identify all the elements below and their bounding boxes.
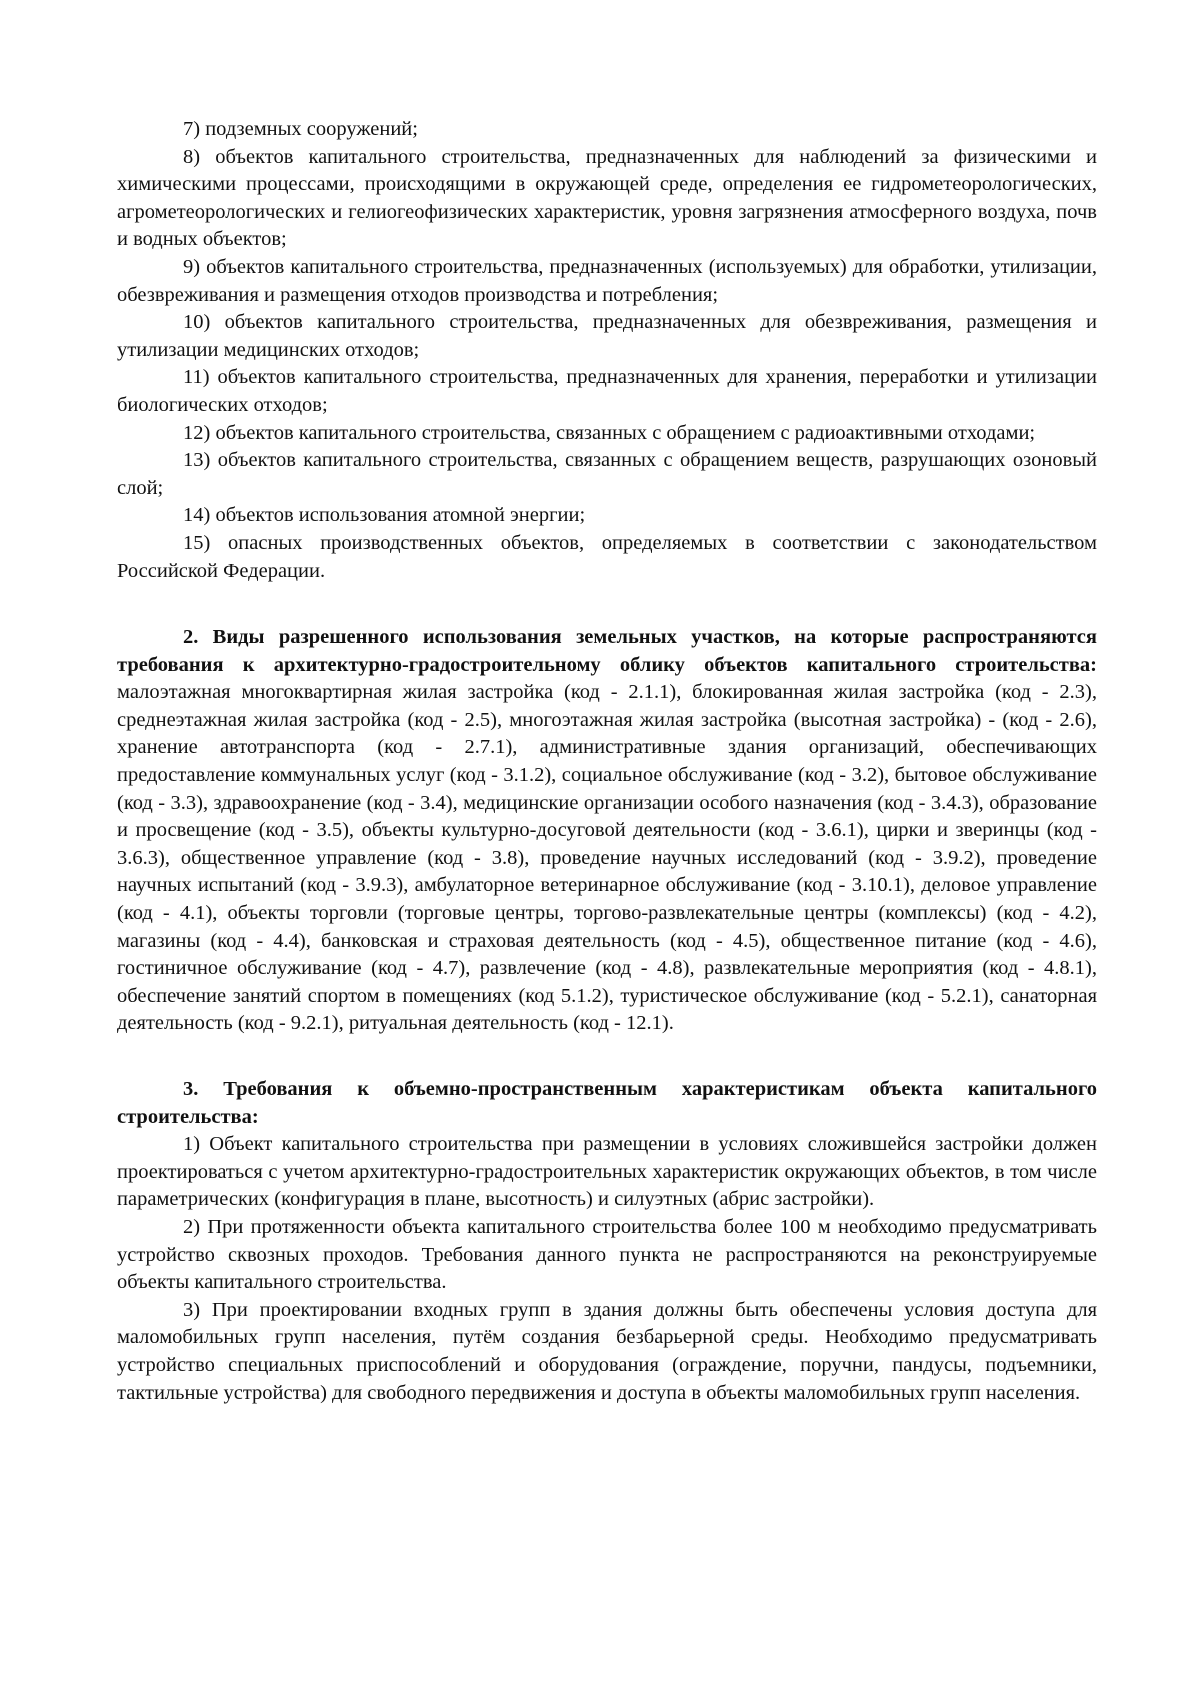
section-3-paragraph: 3) При проектировании входных групп в здания должны быть обеспечены условия доступа для маломобильных групп населения, путём создания безбарьерной среды. Необходимо предусматривать устройство специальных приспособлений и оборудования (ограждение, поручни, пандусы, подъемники, тактильные устройства) для свободного передвижения и доступа в объекты маломобильных групп населения. (117, 1298, 1097, 1404)
document-page (117, 116, 1097, 1407)
section-spacer (117, 585, 1097, 624)
section-2-body: малоэтажная многоквартирная жилая застройка (код - 2.1.1), блокированная жилая застройка (код - 2.3), среднеэтажная жилая застройка (код - 2.5), многоэтажная жилая застройка (высотная застройка) - (код - 2.6), хранение автотранспорта (код - 2.7.1), административные здания организаций, обеспечивающих предоставление коммунальных услуг (код - 3.1.2), социальное обслуживание (код - 3.2), бытовое обслуживание (код - 3.3), здравоохранение (код - 3.4), медицинские организации особого назначения (код - 3.4.3), образование и просвещение (код - 3.5), объекты культурно-досуговой деятельности (код - 3.6.1), цирки и зверинцы (код - 3.6.3), общественное управление (код - 3.8), проведение научных исследований (код - 3.9.2), проведение научных испытаний (код - 3.9.3), амбулаторное ветеринарное обслуживание (код - 3.10.1), деловое управление (код - 4.1), объекты торговли (торговые центры, торгово-развлекательные центры (комплексы) (код - 4.2), магазины (код - 4.4), банковская и страховая деятельность (код - 4.5), общественное питание (код - 4.6), гостиничное обслуживание (код - 4.7), развлечение (код - 4.8), развлекательные мероприятия (код - 4.8.1), обеспечение занятий спортом в помещениях (код 5.1.2), туристическое обслуживание (код - 5.2.1), санаторная деятельность (код - 9.2.1), ритуальная деятельность (код - 12.1). (117, 681, 1097, 1035)
list-item: 11) объектов капитального строительства, предназначенных для хранения, переработки и утилизации биологических отходов; (117, 366, 1097, 416)
object-list (117, 116, 1097, 585)
section-3-heading: 3. Требования к объемно-пространственным характеристикам объекта капитального строительства: (117, 1078, 1097, 1128)
list-item: 13) объектов капитального строительства, связанных с обращением веществ, разрушающих озоновый слой; (117, 449, 1097, 499)
section-2-paragraph (117, 624, 1097, 1038)
section-3-paragraph: 1) Объект капитального строительства при размещении в условиях сложившейся застройки должен проектироваться с учетом архитектурно-градостроительных характеристик окружающих объектов, в том числе параметрических (конфигурация в плане, высотность) и силуэтных (абрис застройки). (117, 1133, 1097, 1211)
list-item: 14) объектов использования атомной энергии; (183, 504, 586, 527)
list-item: 15) опасных производственных объектов, определяемых в соответствии с законодательством Российской Федерации. (117, 531, 1097, 582)
section-spacer (117, 1038, 1097, 1076)
list-item: 9) объектов капитального строительства, предназначенных (используемых) для обработки, утилизации, обезвреживания и размещения отходов производства и потребления; (117, 255, 1097, 306)
list-item: 10) объектов капитального строительства, предназначенных для обезвреживания, размещения и утилизации медицинских отходов; (117, 311, 1097, 361)
section-3-paragraph: 2) При протяженности объекта капитального строительства более 100 м необходимо предусматривать устройство сквозных проходов. Требования данного пункта не распространяются на реконструируемые объекты капитального строительства. (117, 1215, 1097, 1294)
list-item: 12) объектов капитального строительства, связанных с обращением с радиоактивными отходами; (183, 421, 1036, 444)
list-item: 7) подземных сооружений; (183, 118, 418, 140)
section-2-heading: 2. Виды разрешенного использования земельных участков, на которые распространяются требования к архитектурно-градостроительному облику объектов капитального строительства: (117, 626, 1097, 676)
list-item: 8) объектов капитального строительства, предназначенных для наблюдений за физическими и химическими процессами, происходящими в окружающей среде, определения ее гидрометеорологических, агрометеорологических и гелиогеофизических характеристик, уровня загрязнения атмосферного воздуха, почв и водных объектов; (117, 145, 1097, 251)
